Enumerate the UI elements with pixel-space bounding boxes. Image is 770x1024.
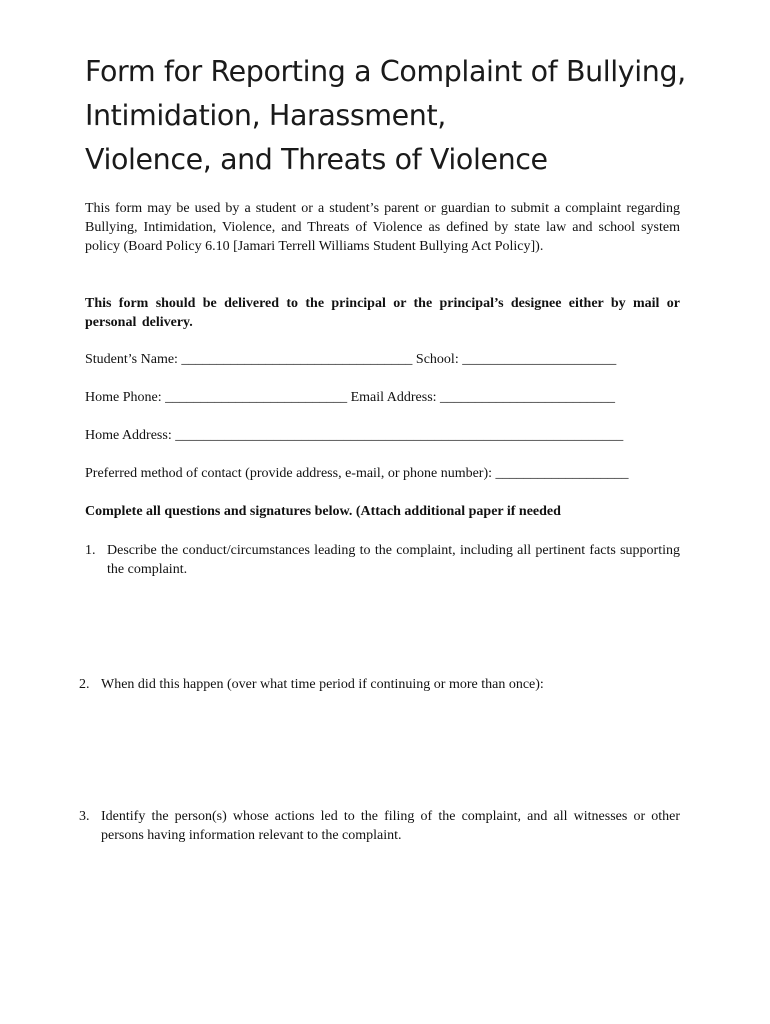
form-title-line: Form for Reporting a Complaint of Bullying, [85, 55, 686, 88]
question-number: 2. [79, 677, 90, 692]
question-1 [85, 541, 680, 579]
question-text: When did this happen (over what time period if continuing or more than once): [101, 677, 544, 692]
question-number: 3. [79, 809, 90, 824]
form-title [85, 50, 725, 182]
question-3 [79, 807, 680, 845]
intro-paragraph: This form may be used by a student or a student’s parent or guardian to submit a complaint regarding Bullying, Intimidation, Violence, and Threats of Violence as defined by state law and school system policy (Board Policy 6.10 [Jamari Terrell Williams Student Bullying Act Policy]). [85, 201, 680, 254]
form-title-line: Violence, and Threats of Violence [85, 143, 548, 176]
instructions-heading: Complete all questions and signatures below. (Attach additional paper if needed [85, 504, 561, 519]
student-name-school-field[interactable]: Student’s Name: _________________________________ School: ______________________ [85, 352, 617, 367]
delivery-notice: This form should be delivered to the principal or the principal’s designee either by mail or personal delivery. [85, 296, 680, 330]
question-2 [79, 675, 680, 694]
question-number: 1. [85, 543, 96, 558]
form-title-line: Intimidation, Harassment, [85, 99, 446, 132]
question-text: Identify the person(s) whose actions led to the filing of the complaint, and all witnesses or other persons having information relevant to the complaint. [101, 809, 680, 843]
home-address-field[interactable]: Home Address: ________________________________________________________________ [85, 428, 624, 443]
preferred-contact-field[interactable]: Preferred method of contact (provide address, e-mail, or phone number): ___________________ [85, 466, 629, 481]
home-phone-email-field[interactable]: Home Phone: __________________________ Email Address: _________________________ [85, 390, 616, 405]
question-text: Describe the conduct/circumstances leading to the complaint, including all pertinent facts supporting the complaint. [107, 543, 680, 577]
